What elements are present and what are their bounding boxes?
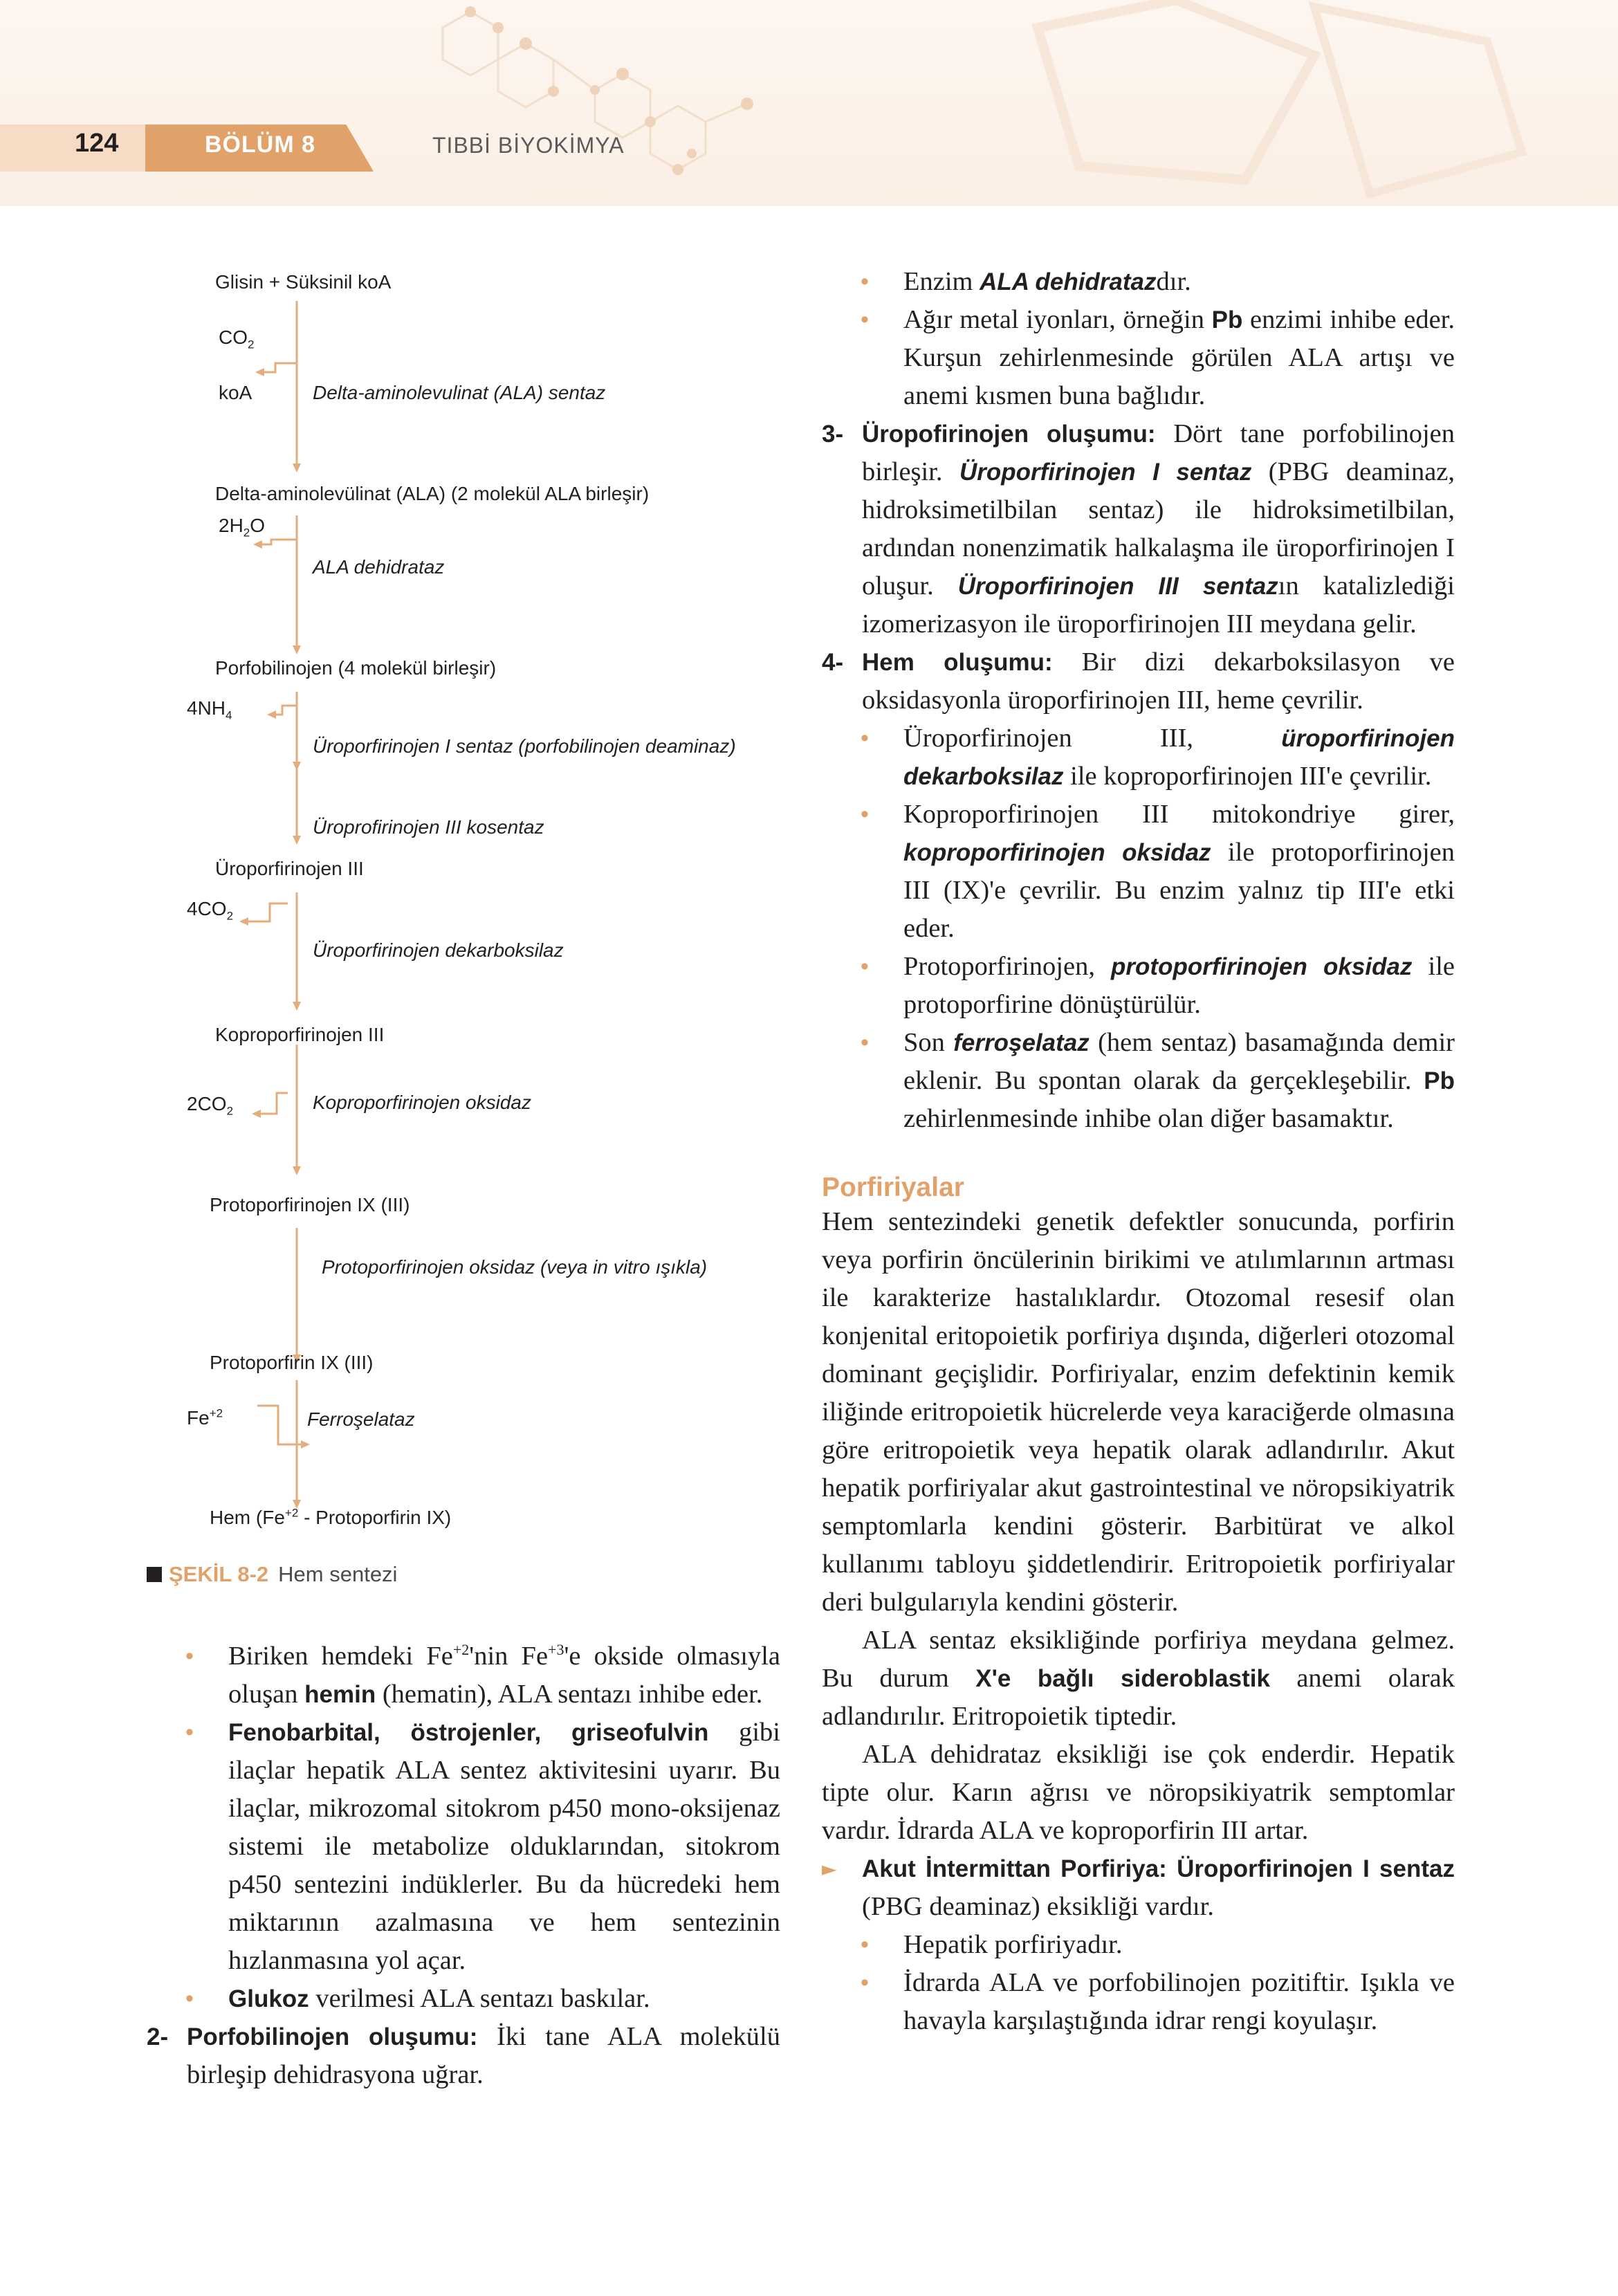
step-3-uroporphyrinogen: 3- Üropofirinojen oluşumu: Dört tane porfobilinojen birleşir. Üroporfirinojen I sentaz (PBG deaminaz, hidroksimetilbilan sentaz) ile hidroksimetilbilan, ardından nonenzimatik halkalaşma ile üroporfirinojen I oluşur. Üroporfirinojen III sentazın katalizlediği izomerizasyon ile üroporfirinojen III meydana gelir. — [822, 419, 1455, 639]
bullet-heavy-metals: • Ağır metal iyonları, örneğin Pb enzimi inhibe eder. Kurşun zehirlenmesinde görülen ALA artışı ve anemi kısmen buna bağlıdır. — [822, 301, 1455, 415]
chapter-label: BÖLÜM 8 — [205, 131, 315, 158]
step-4-heme: 4- Hem oluşumu: Bir dizi dekarboksilasyon ve oksidasyonla üroporfirinojen III, heme çevrilir. — [822, 648, 1455, 715]
diagram-glycine-succinyl-coa: Glisin + Süksinil koA — [215, 271, 392, 293]
diagram-enzyme-ala-dehydratase: ALA dehidrataz — [313, 556, 445, 578]
diagram-h2o: $2H_2O$ — [219, 515, 266, 540]
book-title: TIBBİ BİYOKİMYA — [432, 133, 625, 158]
diagram-enzyme-copro-oxidase: Koproporfirinojen oksidaz — [313, 1092, 531, 1113]
bullet-uro-decarboxylase: • Üroporfirinojen III, üroporfirinojen dekarboksilaz ile koproporfirinojen III'e çevrilir. — [822, 719, 1455, 796]
bullet-drugs: • Fenobarbital, östrojenler, griseofulvin gibi ilaçlar hepatik ALA sentez aktivitesini uyarır. Bu ilaçlar, mikrozomal sitokrom p450 mono-oksijenaz sistemi ile metabolize olduklarından, sitokrom p450 sentezini indüklerler. Bu da hücredeki hem miktarının azalmasına ve hem sentezinin hızlanmasına yol açar. — [147, 1714, 780, 1980]
bullet-hemin: • Biriken hemdeki $Fe^{+2}'nin$ $Fe^{+3}'e$ okside olmasıyla oluşan hemin (hematin), ALA sentazı inhibe eder. — [147, 1637, 780, 1714]
diagram-uroporphyrinogen-iii: Üroporfirinojen III — [215, 858, 364, 879]
bullet-glucose: • Glukoz verilmesi ALA sentazı baskılar. — [147, 1980, 780, 2018]
figure-caption: ŞEKİL 8-2 Hem sentezi — [147, 1562, 397, 1587]
diagram-enzyme-ala-synthase: Delta-aminolevulinat (ALA) sentaz — [313, 382, 606, 403]
bullet-copro-oxidase: • Koproporfirinojen III mitokondriye girer, koproporfirinojen oksidaz ile protoporfirinojen III (IX)'e çevrilir. Bu enzim yalnız tip III'e etki eder. — [822, 796, 1455, 948]
diagram-4co2: $4CO_2$ — [187, 898, 234, 923]
porphyria-paragraph-3: ALA dehidrataz eksikliği ise çok enderdir. Hepatik tipte olur. Karın ağrısı ve nöropsikiyatrik semptomlar vardır. İdrarda ALA ve koproporfirin III artar. — [822, 1740, 1455, 1845]
diagram-fe2: $Fe^{+2}$ — [187, 1406, 223, 1429]
page-number: 124 — [75, 129, 119, 158]
diagram-enzyme-ferrochelatase: Ferroşelataz — [307, 1408, 415, 1430]
diagram-heme: Hem ($Fe^{+2}$ - Protoporfirin IX) — [210, 1506, 452, 1528]
bullet-urine-darkening: • İdrarda ALA ve porfobilinojen pozitiftir. Işıkla ve havayla karşılaştığında idrar rengi koyulaşır. — [822, 1964, 1455, 2040]
diagram-koa: koA — [219, 382, 252, 403]
diagram-enzyme-uro-iii-cosynthase: Üroprofirinojen III kosentaz — [313, 816, 544, 838]
diagram-2co2: $2CO_2$ — [187, 1093, 234, 1118]
porphyria-paragraph-1: Hem sentezindeki genetik defektler sonucunda, porfirin veya porfirin öncülerinin birikimi ve atılımlarının artması ile karakterize hastalıklardır. Otozomal resesif olan konjenital eritopoietik porfiriya dışında, diğerleri otozomal dominant geçişlidir. Porfiriyalar, enzim defektinin kemik iliğinde eritropoietik hücrelerde veya karaciğerde olmasına göre eritropoietik veya hepatik olarak adlandırılır. Akut hepatik porfiriyalar akut gastrointestinal ve nöropsikiyatrik semptomlarla kendini gösterir. Barbitürat ve alkol kullanımı tabloyu şiddetlendirir. Eritropoietik porfiriyalar deri bulgularıyla kendini gösterir. — [822, 1207, 1455, 1617]
diagram-ala: Delta-aminolevülinat (ALA) (2 molekül ALA birleşir) — [215, 483, 650, 504]
bullet-ferrochelatase: • Son ferroşelataz (hem sentaz) basamağında demir eklenir. Bu spontan olarak da gerçekleşebilir. Pb zehirlenmesinde inhibe olan diğer basamaktır. — [822, 1024, 1455, 1138]
diagram-co2: $CO_2$ — [219, 327, 255, 351]
section-title-porphyrias: Porfiriyalar — [822, 1173, 964, 1202]
right-column — [822, 263, 1455, 2040]
aip-item: ► Akut İntermittan Porfiriya: Üroporfirinojen I sentaz (PBG deaminaz) eksikliği vardır. — [822, 1850, 1455, 1926]
caption-square-icon — [147, 1567, 162, 1582]
left-column — [147, 1637, 780, 2094]
diagram-protoporphyrinogen-ix: Protoporfirinojen IX (III) — [210, 1194, 410, 1215]
diagram-enzyme-uro-i-synthase: Üroporfirinojen I sentaz (porfobilinojen deaminaz) — [313, 735, 736, 757]
bullet-hepatic-porphyria: • Hepatik porfiriyadır. — [822, 1926, 1455, 1964]
step-2-porphobilinogen: 2- Porfobilinojen oluşumu: İki tane ALA molekülü birleşip dehidrasyona uğrar. — [147, 2022, 780, 2089]
triangle-bullet-icon: ► — [822, 1857, 837, 1880]
porphyria-paragraph-2: ALA sentaz eksikliğinde porfiriya meydana gelmez. Bu durum X'e bağlı sideroblastik anemi olarak adlandırılır. Eritropoietik tiptedir. — [822, 1626, 1455, 1731]
diagram-nh4: $4NH_4$ — [187, 697, 232, 722]
bullet-ala-dehydratase: • Enzim ALA dehidratazdır. — [822, 263, 1455, 301]
diagram-protoporphyrin-ix: Protoporfirin IX (III) — [210, 1352, 374, 1373]
heme-synthesis-arrows — [0, 0, 830, 1543]
diagram-enzyme-proto-oxidase: Protoporfirinojen oksidaz (veya in vitro ışıkla) — [322, 1256, 708, 1278]
diagram-porphobilinogen: Porfobilinojen (4 molekül birleşir) — [215, 657, 497, 679]
diagram-coproporphyrinogen-iii: Koproporfirinojen III — [215, 1024, 385, 1045]
diagram-enzyme-uro-decarboxylase: Üroporfirinojen dekarboksilaz — [313, 939, 564, 961]
bullet-proto-oxidase: • Protoporfirinojen, protoporfirinojen oksidaz ile protoporfirine dönüştürülür. — [822, 948, 1455, 1024]
